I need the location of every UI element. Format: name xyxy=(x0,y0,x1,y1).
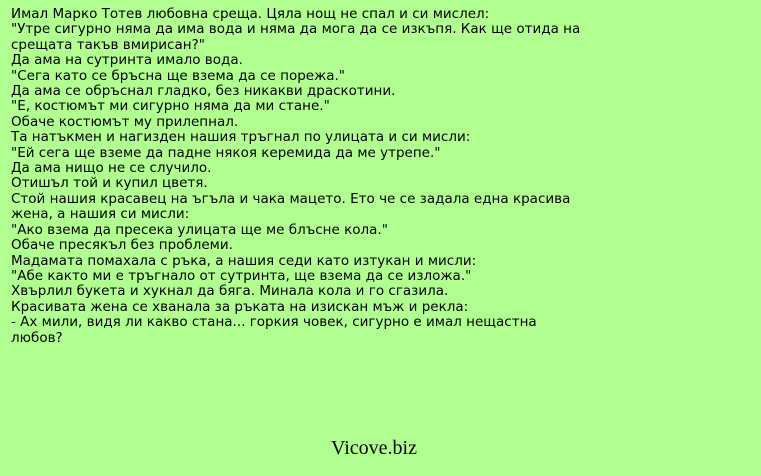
story-line: Обаче пресякъл без проблеми. xyxy=(11,237,233,254)
story-line: "Е, костюмът ми сигурно няма да ми стане." xyxy=(11,98,330,115)
story-line: Имал Марко Тотев любовна среща. Цяла нощ не спал и си мислел: xyxy=(11,6,490,22)
story-line: Да ама се обръснал гладко, без никакви драскотини. xyxy=(11,83,396,100)
story-line: Стой нашия красавец на ъгъла и чака мацето. Ето че се задала една красива жена, а нашия си мисли: xyxy=(11,190,571,223)
story-line: Мадамата помахала с ръка, а нашия седи като изтукан и мисли: xyxy=(11,252,477,269)
story-line: Да ама нищо не се случило. xyxy=(11,160,212,177)
story-line: - Ах мили, видя ли какво стана... горкия човек, сигурно е имал нещастна любов? xyxy=(11,314,537,346)
story-line: "Сега като се бръсна ще взема да се порежа." xyxy=(11,67,346,84)
story-line: "Ако взема да пресека улицата ще ме блъсне кола." xyxy=(11,221,388,238)
site-watermark: Vicove.biz xyxy=(331,437,417,459)
story-line: "Ей сега ще вземе да падне някоя керемида да ме утрепе." xyxy=(11,144,441,161)
story-line: Отишъл той и купил цветя. xyxy=(11,175,208,192)
story-line: "Абе както ми е тръгнало от сутринта, ще взема да се изложа." xyxy=(11,267,472,284)
story-line: "Утре сигурно няма да има вода и няма да мога да се изкъпя. Как ще отида на срещата такъв вмирисан?" xyxy=(11,21,581,53)
story-line: Та натъкмен и нагизден нашия тръгнал по улицата и си мисли: xyxy=(11,129,471,146)
story-line: Обаче костюмът му прилепнал. xyxy=(11,113,239,130)
joke-text xyxy=(11,7,581,346)
story-line: Хвърлил букета и хукнал да бяга. Минала кола и го сгазила. xyxy=(11,283,449,300)
story-line: Да ама на сутринта имало вода. xyxy=(11,52,243,69)
story-line: Красивата жена се хванала за ръката на изискан мъж и рекла: xyxy=(11,298,469,315)
